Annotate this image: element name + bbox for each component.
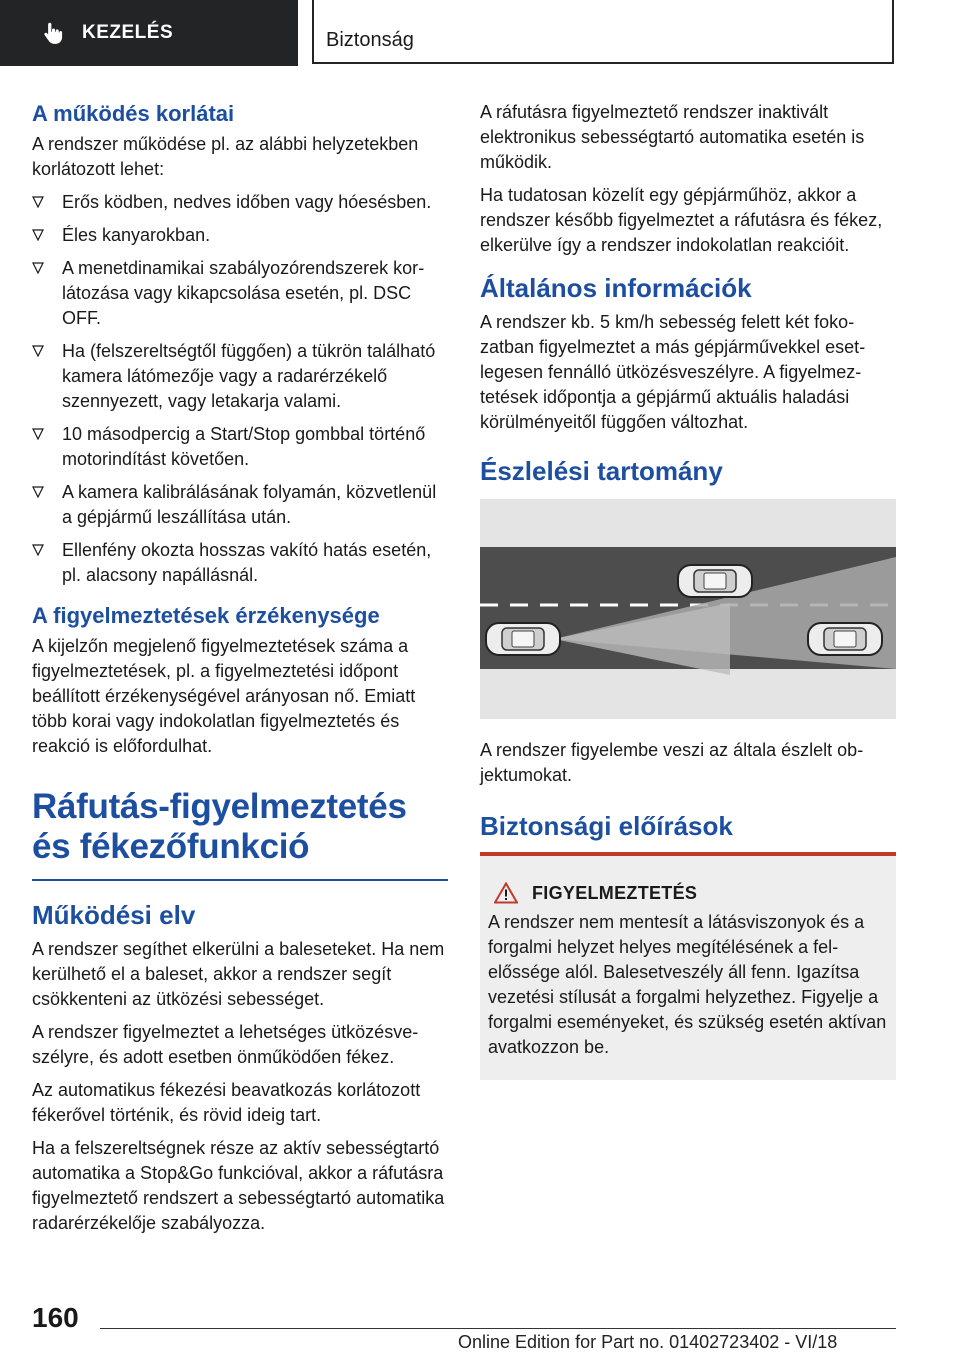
- heading-divider: [32, 879, 448, 881]
- paragraph: A rendszer figyelmeztet a lehetséges ütközésveszélyre, és adott esetben önműködően fékez.: [32, 1022, 419, 1067]
- triangle-bullet-icon: [32, 196, 44, 208]
- edition-note: Online Edition for Part no. 01402723402 - VI/18: [458, 1332, 838, 1352]
- sensitivity-heading: A figyelmeztetések érzékenysége: [32, 603, 380, 628]
- warning-text: A rendszer nem mentesít a látásviszonyok és a forgalmi helyzet helyes megítélésének a felelőssége alól. Balesetveszély áll fenn. Igazítsa vezetési stílusát a forgalmi helyzethez. Figyelje a forgalmi eseményeket, és szükség esetén aktívan avatkozzon be.: [488, 912, 887, 1057]
- chapter-tab: [312, 0, 894, 64]
- triangle-bullet-icon: [32, 262, 44, 274]
- car-ego-icon: [486, 623, 560, 655]
- safety-heading: Biztonsági előírások: [480, 811, 733, 841]
- right-column: [480, 100, 896, 1080]
- car-front-icon: [678, 565, 752, 597]
- main-heading: Ráfutás-figyelmeztetés és fékezőfunkció: [32, 787, 407, 866]
- general-text: A rendszer kb. 5 km/h sebesség felett két fokozatban figyelmeztet a más gépjárművekkel esetlegesen fennálló ütközésveszélyre. A figyelmeztetések időpontja a gépjármű aktuális haladási körülményeitől függően változhat.: [480, 312, 866, 432]
- section-tab: [0, 0, 298, 66]
- left-column: [32, 100, 448, 1244]
- paragraph: Az automatikus fékezési beavatkozás korlátozott fékerővel történik, és rövid ideig tart.: [32, 1080, 421, 1125]
- warning-header: [488, 882, 888, 904]
- list-item: Ha (felszereltségtől függően) a tükrön található kamera látómezője vagy a radarérzékelő szennyezett, vagy letakarja valami.: [32, 339, 448, 414]
- range-heading: Észlelési tartomány: [480, 456, 723, 486]
- warning-box: [480, 852, 896, 1080]
- triangle-bullet-icon: [32, 229, 44, 241]
- page-number: 160: [32, 1302, 79, 1333]
- list-item: Ellenfény okozta hosszas vakító hatás esetén, pl. alacsony napállásnál.: [32, 538, 448, 588]
- limits-intro: A rendszer működése pl. az alábbi helyzetekben korlátozott lehet:: [32, 134, 419, 179]
- warning-triangle-icon: [494, 882, 518, 904]
- principle-heading: Működési elv: [32, 900, 196, 930]
- figure-caption: A rendszer figyelembe veszi az általa észlelt objektumokat.: [480, 740, 864, 785]
- page-footer: [0, 1290, 960, 1362]
- triangle-bullet-icon: [32, 428, 44, 440]
- warning-label: FIGYELMEZTETÉS: [532, 882, 698, 903]
- limits-list: [32, 190, 448, 588]
- list-item: A kamera kalibrálásának folyamán, közvetlenül a gépjármű leszállítása után.: [32, 480, 448, 530]
- chapter-label: Biztonság: [326, 29, 414, 51]
- paragraph: A ráfutásra figyelmeztető rendszer inaktivált elektronikus sebességtartó automatika esetén is működik.: [480, 102, 865, 172]
- sensitivity-text: A kijelzőn megjelenő figyelmeztetések száma a figyelmeztetések, pl. a figyelmeztetési időpont beállított érzékenységével arányosan nő. Emiatt több korai vagy indokolatlan figyelmeztetés és reakció is előfordulhat.: [32, 636, 416, 756]
- list-item: Erős ködben, nedves időben vagy hóesésben.: [32, 190, 448, 215]
- car-ahead-icon: [808, 623, 882, 655]
- detection-range-illustration: [480, 499, 896, 719]
- hand-pointer-icon: [40, 20, 66, 46]
- list-item: A menetdinamikai szabályozórendszerek korlátozása vagy kikapcsolása esetén, pl. DSC OFF.: [32, 256, 448, 331]
- paragraph: Ha tudatosan közelít egy gépjárműhöz, akkor a rendszer később figyelmeztet a ráfutásra és fékez, elkerülve így a rendszer indokolatlan reakcióit.: [480, 185, 883, 255]
- list-item: Éles kanyarokban.: [32, 223, 448, 248]
- triangle-bullet-icon: [32, 486, 44, 498]
- list-item: 10 másodpercig a Start/Stop gombbal történő motorindítást követően.: [32, 422, 448, 472]
- paragraph: A rendszer segíthet elkerülni a baleseteket. Ha nem kerülhető el a baleset, akkor a rendszer segít csökkenteni az ütközési sebességet.: [32, 939, 445, 1009]
- footer-divider: [100, 1328, 896, 1329]
- triangle-bullet-icon: [32, 345, 44, 357]
- paragraph: Ha a felszereltségnek része az aktív sebességtartó automatika a Stop&Go funkcióval, akkor a ráfutásra figyelmeztető rendszert a sebességtartó automatika radarérzékelője szabályozza.: [32, 1138, 445, 1233]
- page-header: [0, 0, 960, 66]
- section-label: KEZELÉS: [82, 22, 174, 43]
- general-heading: Általános információk: [480, 273, 752, 303]
- limits-heading: A működés korlátai: [32, 101, 235, 126]
- triangle-bullet-icon: [32, 544, 44, 556]
